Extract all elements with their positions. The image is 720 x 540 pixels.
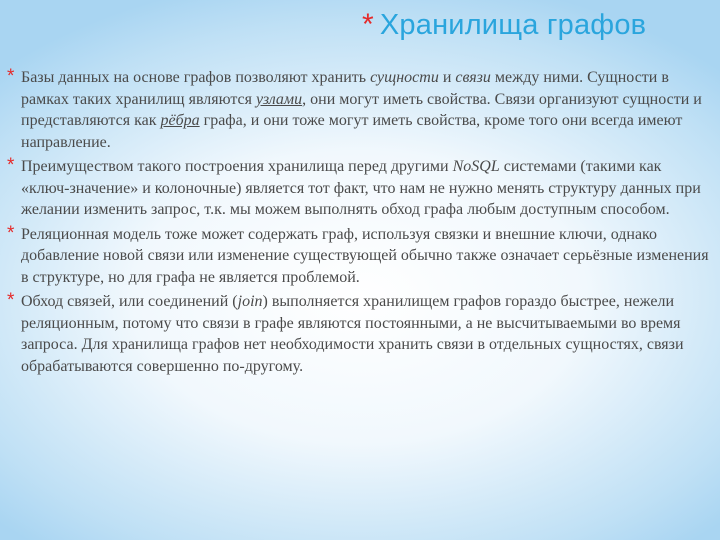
- underlined-term: рёбра: [160, 112, 200, 129]
- text-run: и: [438, 69, 456, 86]
- italic-term: сущности: [370, 69, 439, 86]
- text-run: Реляционная модель тоже может содержать граф, используя связки и внешние ключи, однако добавление новой связи или изменение существующей обычно также означает серьёзные изменения в структуре, но для графа не является проблемой.: [21, 225, 709, 286]
- italic-term: join: [237, 293, 263, 310]
- bullet-paragraph-2: [7, 156, 710, 221]
- text-run: графа, и они тоже могут иметь свойства, кроме того они всегда имеют направление.: [21, 112, 683, 151]
- title-bullet-star: *: [362, 8, 374, 41]
- slide-body: [7, 67, 710, 380]
- text-run: Обход связей, или соединений (: [21, 293, 238, 310]
- italic-term: связи: [455, 69, 491, 86]
- text-run: системами (такими как «ключ-значение» и колоночные) является тот факт, что нам не нужно менять структуру данных при желании изменить запрос, т.к. мы можем выполнять обход графа любым доступным способом.: [21, 158, 701, 218]
- slide-title-text: Хранилища графов: [379, 9, 647, 41]
- bullet-star-icon: *: [7, 290, 15, 311]
- text-run: Базы данных на основе графов позволяют хранить: [21, 69, 371, 86]
- italic-term: NoSQL: [452, 158, 500, 175]
- slide-title: [362, 8, 646, 42]
- text-run: , они могут иметь свойства. Связи организуют сущности и представляются как: [21, 90, 702, 129]
- text-run: Преимуществом такого построения хранилища перед другими: [21, 158, 453, 175]
- bullet-paragraph-3: [7, 224, 710, 289]
- underlined-term: узлами: [256, 90, 303, 108]
- bullet-star-icon: *: [7, 222, 15, 244]
- text-run: между ними. Сущности в рамках таких хранилищ являются: [21, 69, 669, 108]
- bullet-star-icon: *: [7, 155, 15, 176]
- text-run: ) выполняется хранилищем графов гораздо быстрее, нежели реляционным, потому что связи в графе являются постоянными, а не высчитываемыми во время запроса. Для хранилища графов нет необходимости хранить связи в отдельных сущностях, связи обрабатываются совершенно по-другому.: [21, 293, 684, 375]
- bullet-paragraph-1: [7, 67, 710, 153]
- bullet-paragraph-4: [7, 291, 710, 377]
- bullet-star-icon: *: [7, 66, 15, 87]
